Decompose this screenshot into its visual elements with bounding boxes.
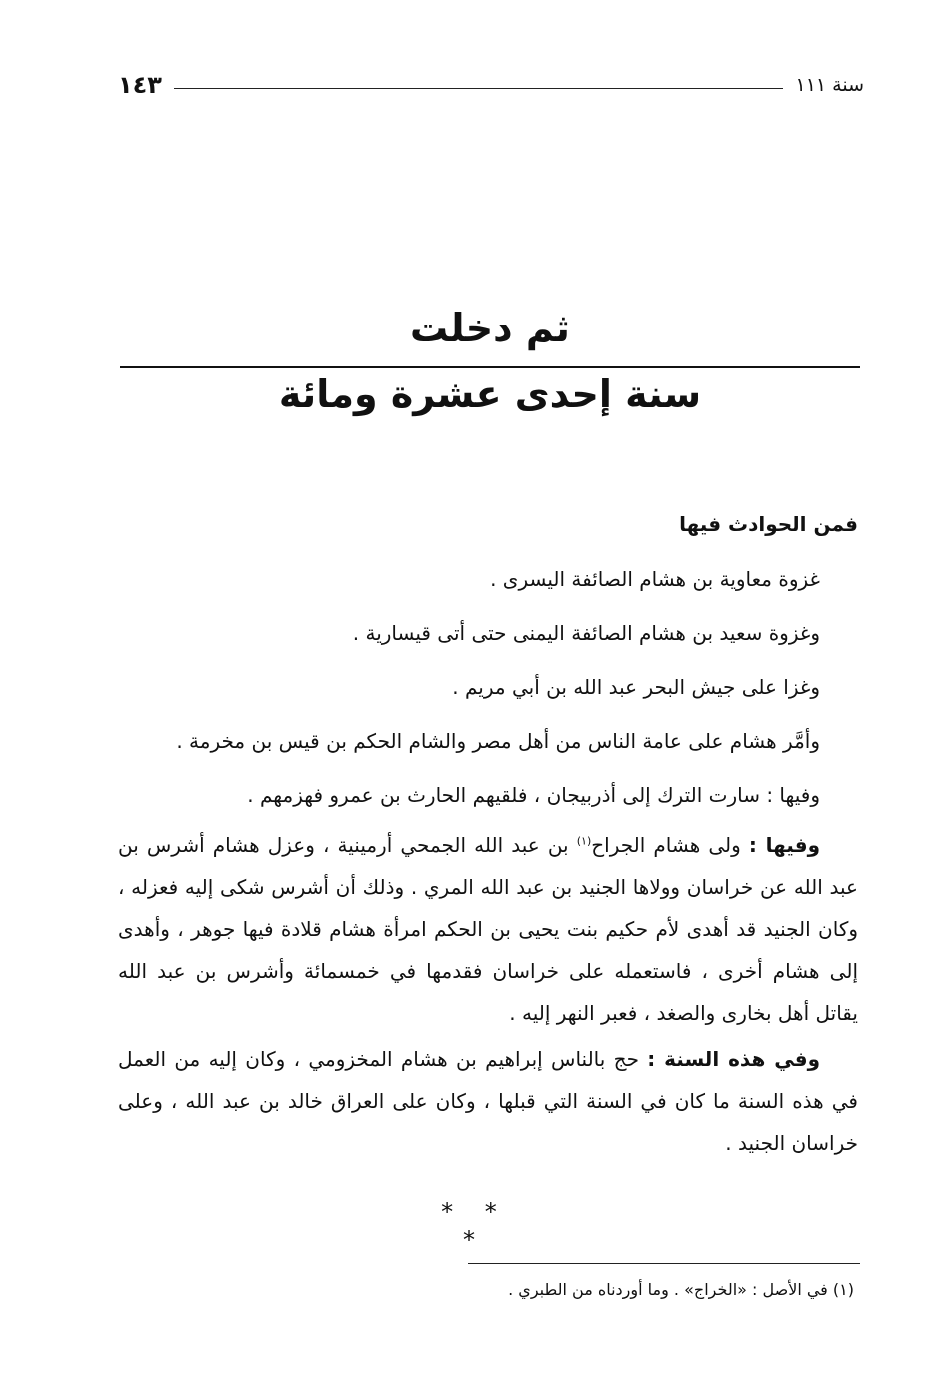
- paragraph-hajj: [118, 1038, 858, 1164]
- running-header: [118, 70, 864, 100]
- paragraph-text: حج بالناس إبراهيم بن هشام المخزومي ، وكان إليه من العمل في هذه السنة ما كان في السنة التي قبلها ، وكان على العراق خالد بن عبد الله ، وعلى خراسان الجنيد .: [118, 1047, 858, 1155]
- chapter-rule: [120, 366, 860, 368]
- header-rule: [174, 88, 784, 89]
- footnote-rule: [468, 1263, 860, 1264]
- paragraph-text: بن عبد الله الجمحي أرمينية ، وعزل هشام أشرس بن عبد الله عن خراسان وولاها الجنيد بن عبد الله المري . وذلك أن أشرس شكى إليه فعزله ، وكان الجنيد قد أهدى لأم حكيم بنت يحيى بن الحكم امرأة هشام قلادة فيها جوهر ، وأهدى إلى هشام أخرى ، فاستعمله على خراسان فقدمها في خمسمائة وأشرس بن عبد الله يقاتل أهل بخارى والصغد ، فعبر النهر إليه .: [118, 833, 858, 1025]
- event-entry: وأمَّر هشام على عامة الناس من أهل مصر والشام الحكم بن قيس بن مخرمة .: [176, 729, 820, 753]
- event-entry: وغزوة سعيد بن هشام الصائفة اليمنى حتى أتى قيسارية .: [352, 621, 820, 645]
- footnote: (١) في الأصل : «الخراج» . وما أوردناه من الطبري .: [508, 1280, 854, 1299]
- paragraph-text: ولى هشام الجراح: [591, 833, 749, 857]
- paragraph-lead: وفيها :: [748, 833, 820, 857]
- event-entry: وفيها : سارت الترك إلى أذربيجان ، فلقيهم الحارث بن عمرو فهزمهم .: [247, 783, 820, 807]
- section-heading: فمن الحوادث فيها: [679, 512, 858, 536]
- event-entry: وغزا على جيش البحر عبد الله بن أبي مريم .: [452, 675, 820, 699]
- body-text: [118, 500, 858, 1168]
- footnote-marker: (١): [576, 834, 592, 848]
- running-title: سنة ١١١: [795, 74, 864, 96]
- paragraph-lead: وفي هذه السنة :: [647, 1047, 821, 1071]
- section-separator: * * *: [441, 1198, 509, 1254]
- chapter-title: سنة إحدى عشرة ومائة: [278, 372, 702, 416]
- paragraph-armenia: [118, 824, 858, 1034]
- event-entry: غزوة معاوية بن هشام الصائفة اليسرى .: [490, 567, 820, 591]
- chapter-intro: ثم دخلت: [410, 306, 570, 350]
- page-number: ١٤٣: [118, 71, 162, 99]
